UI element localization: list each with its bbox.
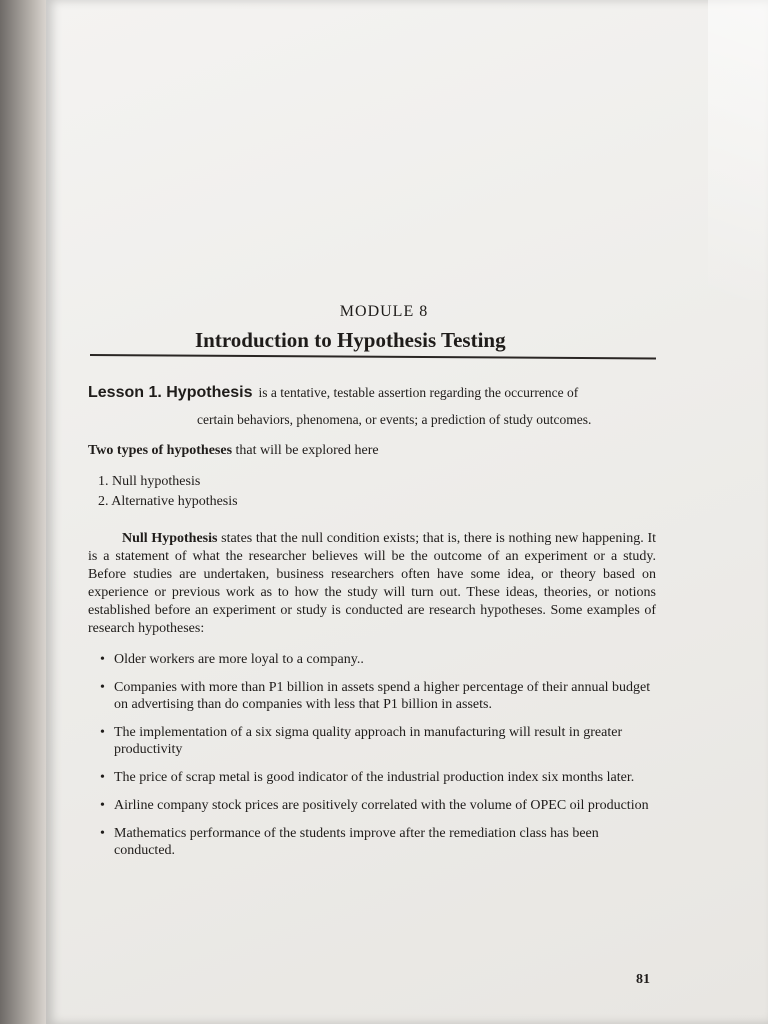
module-label: MODULE 8	[339, 303, 429, 320]
list-item: • Companies with more than P1 billion in assets spend a higher percentage of their annual budget on advertising than do companies with less that P1 billion in assets.	[100, 679, 656, 713]
book-page	[46, 0, 768, 1024]
types-lead-rest: that will be explored here	[232, 443, 379, 458]
null-hypothesis-paragraph	[88, 530, 656, 638]
examples-list	[100, 651, 656, 870]
null-hypothesis-text: states that the null condition exists; that is, there is nothing new happening. It is a statement of what the researcher believes will be the outcome of an experiment or a study. Before studies are undertaken, business researchers often have some idea, or theory based on experience or previous work as to how the study will turn out. These ideas, theories, or notions established before an experiment or study is conducted are research hypotheses. Some examples of research hypotheses:	[88, 531, 656, 636]
lesson-heading: Lesson 1. Hypothesis	[88, 384, 253, 401]
types-lead-bold: Two types of hypotheses	[88, 443, 233, 458]
module-title: Introduction to Hypothesis Testing	[195, 328, 506, 352]
book-binding-edge	[0, 0, 46, 1024]
list-item: 1. Null hypothesis	[98, 474, 201, 489]
page-number: 81	[636, 972, 650, 987]
lesson-definition-line2: certain behaviors, phenomena, or events; a prediction of study outcomes.	[197, 412, 592, 427]
types-list	[98, 472, 238, 512]
list-item: • Older workers are more loyal to a company..	[100, 651, 656, 668]
list-item: • The implementation of a six sigma quality approach in manufacturing will result in greater productivity	[100, 724, 656, 758]
lesson-definition-line1: is a tentative, testable assertion regarding the occurrence of	[258, 385, 579, 400]
list-item: 2. Alternative hypothesis	[98, 494, 238, 509]
list-item: • Mathematics performance of the students improve after the remediation class has been conducted.	[100, 825, 656, 859]
page-highlight	[708, 0, 768, 300]
list-item: • The price of scrap metal is good indicator of the industrial production index six months later.	[100, 769, 656, 786]
null-hypothesis-term: Null Hypothesis	[122, 531, 218, 546]
lesson-heading-line	[88, 384, 578, 402]
types-lead	[88, 443, 379, 459]
list-item: • Airline company stock prices are positively correlated with the volume of OPEC oil production	[100, 797, 656, 814]
